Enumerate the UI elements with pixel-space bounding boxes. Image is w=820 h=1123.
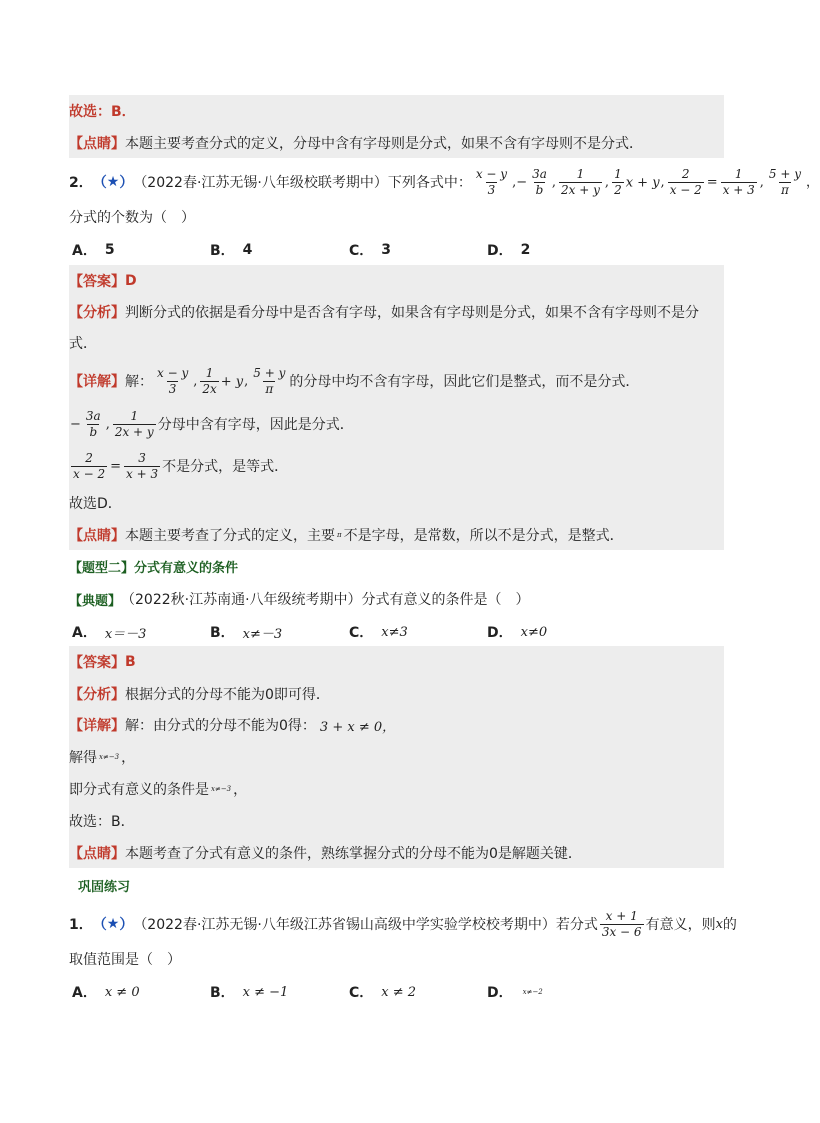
- example-detail-2-end: ，: [121, 750, 136, 766]
- practice-title-text: 巩固练习: [78, 879, 131, 895]
- choice-value: x＝－3: [104, 626, 147, 642]
- q2-detail-2-math: − $\frac{3a}{b}$ , $\frac{1}{2x + y}$: [70, 408, 154, 439]
- q2-comment-line: [69, 519, 724, 550]
- practice-title: [78, 873, 724, 897]
- example-answer-line: [69, 646, 724, 678]
- choice-value: 2: [520, 242, 531, 258]
- q2-choice-c[interactable]: [349, 240, 391, 260]
- example-detail-line3: [69, 773, 724, 805]
- practice-choice-c[interactable]: [349, 982, 416, 1002]
- q2-analysis-line1: [69, 297, 724, 327]
- example-choice-d[interactable]: [487, 622, 547, 642]
- practice-q1-star-close: ）: [119, 917, 134, 933]
- example-text: （2022秋·江苏南通·八年级统考期中）分式有意义的条件是（ ）: [121, 592, 530, 608]
- choice-label: A．: [72, 243, 97, 259]
- example-stem: [69, 585, 724, 613]
- q2-line2: 分式的个数为（ ）: [69, 210, 195, 226]
- q2-stem-line2: [69, 203, 724, 231]
- example-analysis-line: [69, 678, 724, 709]
- q2-number: 2．: [69, 175, 93, 191]
- choice-value: x ≠ 0: [104, 984, 140, 1000]
- choice-label: C．: [349, 985, 374, 1001]
- practice-q1-fraction: $\frac{x + 1}{3x - 6}$: [601, 908, 642, 939]
- example-detail-4: 故选：B．: [69, 814, 135, 830]
- q2-comment-pre: 本题主要考查了分式的定义，主要: [125, 527, 335, 544]
- choice-value: x≠－3: [242, 626, 283, 642]
- example-tag: 【典题】: [69, 593, 122, 609]
- example-analysis: 根据分式的分母不能为0即可得．: [125, 686, 330, 703]
- q2-detail-4: 故选D．: [69, 496, 122, 512]
- q2-answer-tag: 【答案】: [69, 274, 125, 290]
- q2-analysis-text-2: 式．: [69, 336, 97, 352]
- example-choice-c[interactable]: [349, 622, 408, 642]
- q2-detail-line1: [69, 359, 724, 403]
- choice-label: A．: [72, 625, 97, 641]
- prev-comment-line: [69, 127, 724, 158]
- choice-value: x≠−2: [522, 988, 543, 996]
- q2-detail-line2: [69, 403, 724, 445]
- q2-detail-3-math: $\frac{2}{x - 2}$ = $\frac{3}{x + 3}$: [73, 450, 159, 481]
- q2-detail-line4: [69, 487, 724, 519]
- example-detail-2-math: x≠−3: [99, 753, 120, 761]
- prev-comment-text: 本题主要考查分式的定义，分母中含有字母则是分式，如果不含有字母则不是分式．: [125, 135, 643, 152]
- practice-choice-a[interactable]: [72, 982, 140, 1002]
- example-detail-line4: [69, 805, 724, 837]
- example-comment-line: [69, 837, 724, 868]
- q2-analysis-text-1: 判断分式的依据是看分母中是否含有字母，如果含有字母则是分式，如果不含有字母则不是分: [125, 305, 699, 321]
- choice-label: D．: [487, 243, 513, 259]
- q2-choice-a[interactable]: [72, 240, 115, 260]
- example-detail-line1: [69, 709, 724, 741]
- choice-value: x≠3: [381, 624, 408, 640]
- prev-answer-line: [69, 95, 724, 127]
- q2-detail-pre: 解：: [125, 374, 153, 390]
- q2-answer-line: [69, 265, 724, 297]
- practice-q1-mid: 有意义，则: [645, 917, 716, 933]
- choice-value: 4: [242, 242, 253, 258]
- choice-label: B．: [210, 243, 235, 259]
- q2-choice-b[interactable]: [210, 240, 252, 260]
- q2-detail-1-math: $\frac{x - y}{3}$ , $\frac{1}{2x}$ + y, $\frac{5 + y}{\pi}$: [157, 365, 286, 396]
- choice-label: D．: [487, 985, 513, 1001]
- example-detail-1: 解：由分式的分母不能为0得：: [125, 718, 316, 734]
- q2-detail-tag: 【详解】: [69, 374, 125, 390]
- q2-source: （2022春·江苏无锡·八年级校联考期中）下列各式中：: [133, 175, 472, 191]
- q2-analysis-tag: 【分析】: [69, 305, 125, 321]
- q2-star-close: ）: [119, 175, 134, 191]
- example-answer: B: [125, 654, 136, 670]
- choice-label: B．: [210, 985, 235, 1001]
- choice-value: x ≠ 2: [381, 984, 417, 1000]
- practice-q1-source: （2022春·江苏无锡·八年级江苏省锡山高级中学实验学校校考期中）若分式: [133, 917, 598, 933]
- example-detail-3: 即分式有意义的条件是: [69, 782, 209, 798]
- type2-title-tag: 【题型二】: [69, 560, 135, 576]
- choice-value: 5: [104, 242, 115, 258]
- practice-q1-stem: [69, 902, 737, 946]
- type2-title-text: 分式有意义的条件: [134, 560, 239, 576]
- practice-choice-d[interactable]: [487, 982, 545, 1002]
- example-detail-3-math: x≠−3: [211, 785, 232, 793]
- practice-q1-star-open: （: [92, 917, 107, 933]
- q2-detail-3-post: 不是分式，是等式．: [162, 459, 289, 475]
- practice-choice-b[interactable]: [210, 982, 288, 1002]
- example-choice-a[interactable]: [72, 622, 146, 642]
- q2-expressions: $\frac{x - y}{3}$ ,− $\frac{3a}{b}$ , $\frac{1}{2x + y}$ , $\frac{1}{2}$ x + y, $\frac{2}{x - 2}$ = $\frac{1}{x + 3}$ , $\frac{5 + y}{\pi}$ ，: [475, 166, 820, 197]
- q2-answer: D: [125, 273, 137, 289]
- practice-q1-line2: [69, 945, 724, 973]
- practice-q1-end: 的: [722, 917, 737, 933]
- pi-symbol: π: [337, 530, 342, 539]
- q2-star-open: （: [92, 175, 107, 191]
- example-detail-tag: 【详解】: [69, 718, 125, 734]
- q2-comment-tag: 【点睛】: [69, 527, 125, 544]
- practice-q1-line2-text: 取值范围是（ ）: [69, 952, 181, 968]
- example-detail-1-math: 3 + x ≠ 0，: [319, 719, 396, 735]
- example-detail-3-end: ，: [233, 782, 248, 798]
- q2-detail-line3: [69, 445, 724, 487]
- example-detail-line2: [69, 741, 724, 773]
- prev-comment-tag: 【点睛】: [69, 135, 125, 152]
- star-icon: ★: [106, 174, 120, 190]
- practice-q1-number: 1．: [69, 917, 93, 933]
- choice-label: A．: [72, 985, 97, 1001]
- example-comment: 本题考查了分式有意义的条件，熟练掌握分式的分母不能为0是解题关键．: [125, 845, 582, 862]
- example-detail-2: 解得: [69, 750, 97, 766]
- choice-label: B．: [210, 625, 235, 641]
- star-icon: ★: [106, 916, 120, 932]
- example-analysis-tag: 【分析】: [69, 686, 125, 703]
- choice-value: 3: [381, 242, 392, 258]
- q2-detail-1-post: 的分母中均不含有字母，因此它们是整式，而不是分式．: [289, 374, 640, 390]
- practice-q1-var: x: [715, 916, 723, 932]
- q2-stem: [69, 160, 820, 204]
- choice-label: D．: [487, 625, 513, 641]
- prev-answer-text: 故选：B．: [69, 104, 136, 120]
- choice-value: x≠0: [520, 624, 548, 640]
- q2-analysis-line2: [69, 327, 724, 359]
- q2-detail-2-post: 分母中含有字母，因此是分式．: [157, 417, 354, 433]
- q2-comment-post: 不是字母，是常数，所以不是分式，是整式．: [343, 527, 624, 544]
- choice-value: x ≠ −1: [242, 984, 289, 1000]
- choice-label: C．: [349, 625, 374, 641]
- example-choice-b[interactable]: [210, 622, 282, 642]
- q2-choice-d[interactable]: [487, 240, 530, 260]
- type2-title: [69, 553, 724, 579]
- choice-label: C．: [349, 243, 374, 259]
- example-answer-tag: 【答案】: [69, 655, 125, 671]
- example-comment-tag: 【点睛】: [69, 845, 125, 862]
